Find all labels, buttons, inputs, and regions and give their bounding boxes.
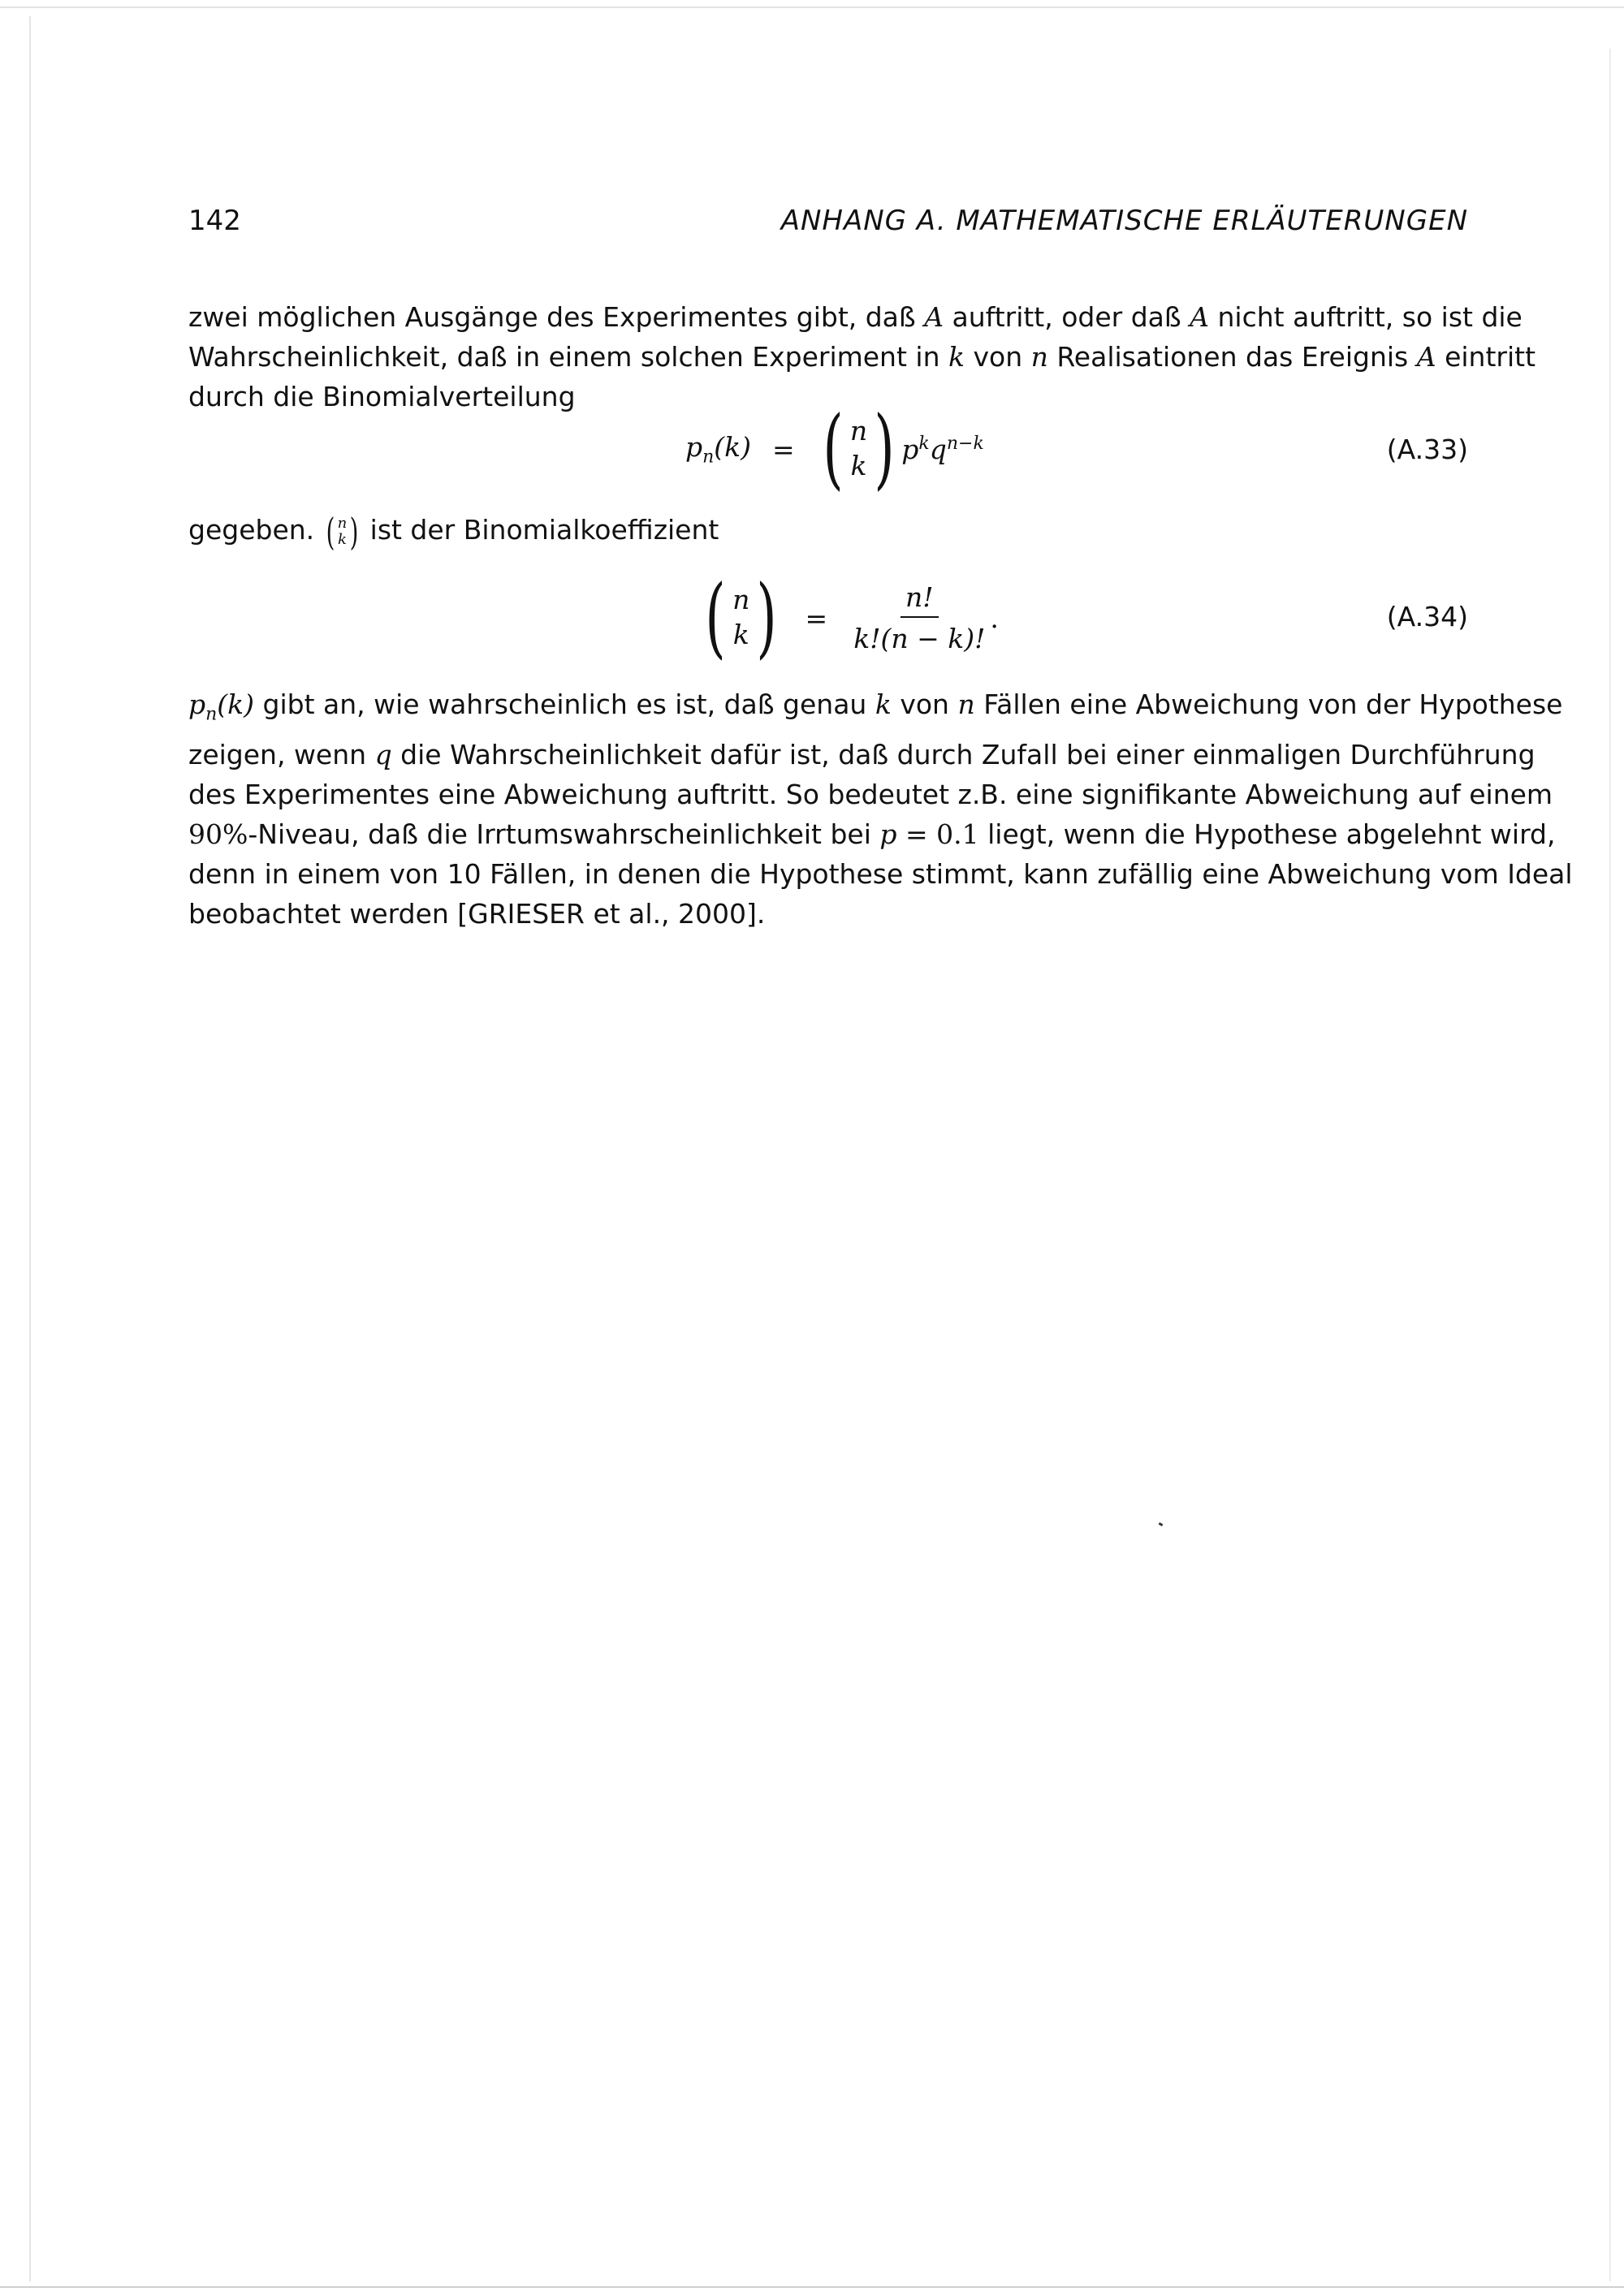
scan-speck (1159, 1522, 1164, 1526)
argument: (k) (217, 688, 255, 720)
paragraph-line (188, 297, 1522, 337)
binom-bottom: k (850, 450, 867, 481)
exponent: k (918, 433, 930, 454)
math-symbol: q (374, 738, 392, 770)
math-symbol: p (879, 818, 897, 850)
math-symbol: k (948, 341, 965, 373)
equals-sign: = (772, 433, 795, 465)
text-run: Fällen eine Abweichung von der Hypothese (974, 688, 1563, 720)
paragraph-line (188, 814, 1556, 854)
text-run: auftritt, oder daß (944, 301, 1190, 333)
scan-edge-bottom (0, 2286, 1624, 2288)
equals-sign: = (805, 602, 828, 634)
equation-body (685, 398, 984, 499)
paragraph-line: durch die Binomialverteilung (188, 381, 576, 412)
math-value: 90% (188, 818, 248, 850)
symbol-p: p (685, 430, 703, 463)
equation-number: (A.33) (1386, 434, 1468, 465)
math-symbol: A (1190, 301, 1210, 333)
text-run: die Wahrscheinlichkeit dafür ist, daß durch Zufall bei einer einmaligen Durchführung (391, 738, 1535, 770)
equation-body (698, 567, 999, 668)
text-run: gibt an, wie wahrscheinlich es ist, daß genau (254, 688, 875, 720)
binom-top: n (337, 514, 348, 532)
paragraph-explanation (188, 684, 1573, 934)
running-head (188, 205, 1468, 245)
math-pn (188, 688, 255, 725)
paragraph-line: denn in einem von 10 Fällen, in denen die Hypothese stimmt, kann zufällig eine Abweichung vom Ideal (188, 857, 1573, 890)
fraction-numerator: n! (901, 581, 939, 618)
inline-binomial (323, 509, 362, 554)
text-run: ist der Binomialkoeffizient (361, 514, 719, 546)
math-symbol: k (875, 688, 892, 720)
text-run: gegeben. (188, 514, 323, 546)
scan-edge-top (0, 6, 1624, 8)
binomial-coefficient (816, 398, 902, 499)
paragraph-line (188, 735, 1535, 775)
subscript: n (205, 704, 218, 725)
eq-lhs (685, 431, 751, 468)
binomial-stack (338, 516, 348, 548)
chapter-title: ANHANG A. MATHEMATISCHE ERLÄUTERUNGEN (780, 205, 1468, 237)
binom-bottom: k (337, 530, 347, 548)
symbol-q: q (929, 433, 947, 465)
binomial-coefficient (698, 567, 784, 668)
paragraph-line (188, 684, 1563, 735)
right-paren: ) (349, 509, 359, 554)
text-run: liegt, wenn die Hypothese abgelehnt wird, (978, 818, 1556, 850)
paragraph-binomial-intro (188, 509, 1468, 554)
text-run: eintritt (1436, 341, 1536, 373)
exponent: n−k (946, 433, 984, 454)
math-symbol: n (1030, 341, 1048, 373)
right-paren: ) (756, 567, 778, 668)
paragraph-line (188, 509, 1468, 554)
math-symbol: A (1416, 341, 1436, 373)
trailing-period: . (990, 602, 999, 634)
symbol-p: p (188, 688, 206, 720)
fraction (849, 581, 990, 654)
right-paren: ) (874, 398, 895, 499)
fraction-denominator: k!(n − k)! (853, 623, 986, 654)
text-run: von (964, 341, 1031, 373)
math-value: 0.1 (936, 818, 979, 850)
symbol-p: p (901, 433, 919, 465)
scan-edge-right (1609, 49, 1611, 2281)
equation-number: (A.34) (1386, 601, 1468, 632)
binomial-stack (850, 414, 867, 484)
paragraph-line: beobachtet werden [GRIESER et al., 2000]. (188, 897, 766, 930)
text-run: von (891, 688, 958, 720)
text-run: Wahrscheinlichkeit, daß in einem solchen Experiment in (188, 341, 948, 373)
equals-sign: = (896, 818, 937, 850)
binom-top: n (732, 584, 750, 616)
subscript: n (702, 447, 715, 468)
paragraph-line (188, 337, 1536, 377)
paragraph-line: des Experimentes eine Abweichung auftritt. So bedeutet z.B. eine signifikante Abweichung auf einem (188, 778, 1553, 810)
scan-edge-left (29, 16, 31, 2281)
text-run: zeigen, wenn (188, 738, 375, 770)
text-run: -Niveau, daß die Irrtumswahrscheinlichkeit bei (248, 818, 880, 850)
equation-a33 (188, 398, 1468, 499)
text-run: Realisationen das Ereignis (1047, 341, 1417, 373)
text-run: nicht auftritt, so ist die (1209, 301, 1522, 333)
page-number: 142 (188, 205, 241, 237)
argument: (k) (714, 430, 752, 463)
text-run: zwei möglichen Ausgänge des Experimentes gibt, daß (188, 301, 925, 333)
equation-a34 (188, 567, 1468, 668)
math-symbol: A (924, 301, 944, 333)
binom-bottom: k (732, 619, 749, 650)
left-paren: ( (705, 567, 726, 668)
math-symbol: n (957, 688, 975, 720)
power-term (901, 434, 984, 465)
left-paren: ( (326, 509, 335, 554)
binomial-stack (732, 583, 749, 653)
left-paren: ( (823, 398, 844, 499)
binom-top: n (849, 415, 868, 447)
